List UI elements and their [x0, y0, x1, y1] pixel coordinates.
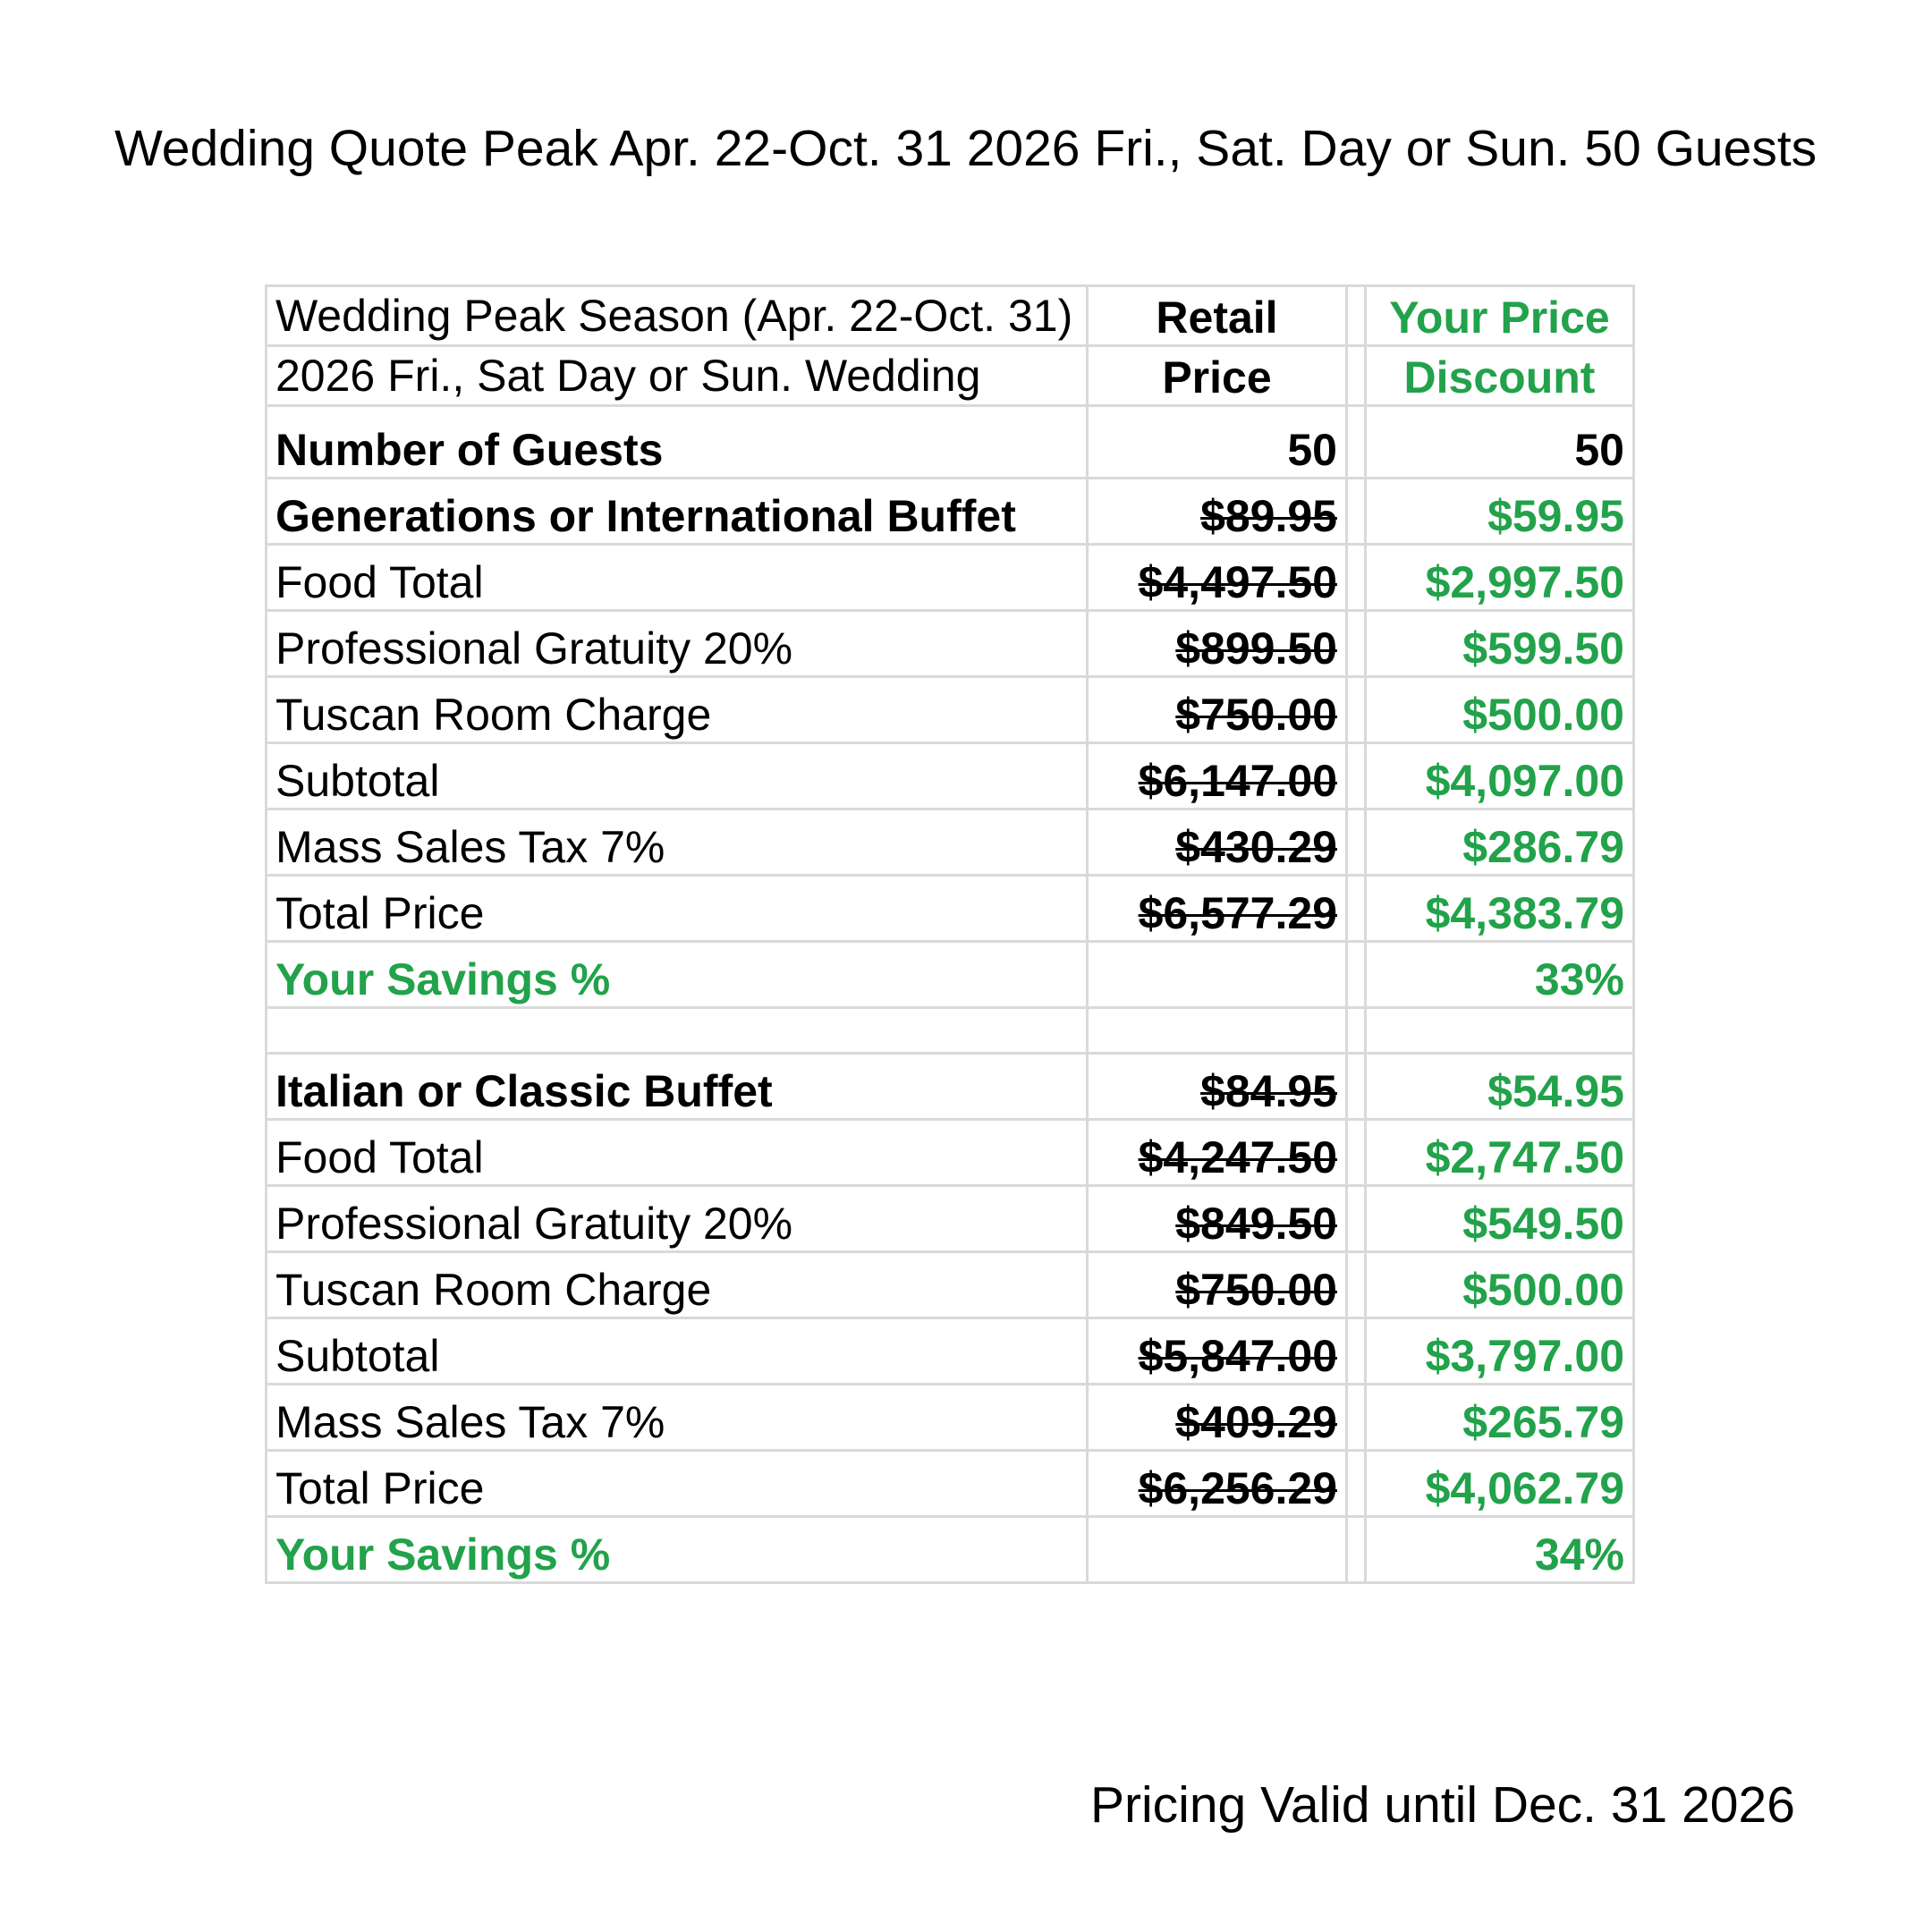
row-your-price: $4,383.79	[1366, 876, 1634, 942]
spacer-cell	[1347, 1318, 1366, 1385]
spacer-cell	[1347, 479, 1366, 545]
row-your-price: $286.79	[1366, 809, 1634, 876]
spacer-cell	[1347, 677, 1366, 743]
guests-retail: 50	[1088, 406, 1347, 479]
row-retail-price: $899.50	[1088, 611, 1347, 677]
table-row	[267, 545, 1634, 611]
header-your-price-label: Your Price	[1366, 286, 1634, 346]
spacer-cell	[1347, 1186, 1366, 1252]
row-label: Professional Gratuity 20%	[267, 1186, 1088, 1252]
empty-cell	[1088, 1517, 1347, 1583]
row-label: Total Price	[267, 876, 1088, 942]
header-season-label: Wedding Peak Season (Apr. 22-Oct. 31)	[267, 286, 1088, 346]
row-retail-price: $4,247.50	[1088, 1120, 1347, 1186]
row-your-price: $4,097.00	[1366, 743, 1634, 809]
spacer-cell	[1347, 942, 1366, 1008]
row-label: Professional Gratuity 20%	[267, 611, 1088, 677]
row-retail-price: $430.29	[1088, 809, 1347, 876]
table-row	[267, 1318, 1634, 1385]
savings-row	[267, 1517, 1634, 1583]
row-label: Mass Sales Tax 7%	[267, 1385, 1088, 1451]
spacer-cell	[1347, 743, 1366, 809]
guests-label: Number of Guests	[267, 406, 1088, 479]
table-row	[267, 809, 1634, 876]
table-row	[267, 677, 1634, 743]
row-retail-price: $750.00	[1088, 1252, 1347, 1318]
quote-table	[265, 284, 1635, 1584]
row-retail-price: $4,497.50	[1088, 545, 1347, 611]
row-retail-price: $5,847.00	[1088, 1318, 1347, 1385]
header-discount-label: Discount	[1366, 346, 1634, 406]
spacer-cell	[1347, 611, 1366, 677]
package-retail-price: $89.95	[1088, 479, 1347, 545]
spacer-cell	[1347, 1054, 1366, 1120]
row-label: Tuscan Room Charge	[267, 677, 1088, 743]
empty-cell	[1088, 1008, 1347, 1054]
header-row-2	[267, 346, 1634, 406]
table-row	[267, 876, 1634, 942]
header-row-1	[267, 286, 1634, 346]
row-retail-price: $849.50	[1088, 1186, 1347, 1252]
row-your-price: $549.50	[1366, 1186, 1634, 1252]
row-label: Food Total	[267, 1120, 1088, 1186]
spacer-cell	[1347, 1517, 1366, 1583]
package-your-price: $54.95	[1366, 1054, 1634, 1120]
row-label: Subtotal	[267, 1318, 1088, 1385]
package-your-price: $59.95	[1366, 479, 1634, 545]
spacer-cell	[1347, 1120, 1366, 1186]
package-label: Italian or Classic Buffet	[267, 1054, 1088, 1120]
savings-label: Your Savings %	[267, 942, 1088, 1008]
spacer-cell	[1347, 406, 1366, 479]
row-your-price: $500.00	[1366, 677, 1634, 743]
header-wedding-days-label: 2026 Fri., Sat Day or Sun. Wedding	[267, 346, 1088, 406]
table-row	[267, 1451, 1634, 1517]
spacer-cell	[1347, 545, 1366, 611]
row-retail-price: $6,256.29	[1088, 1451, 1347, 1517]
empty-cell	[267, 1008, 1088, 1054]
table-row	[267, 1186, 1634, 1252]
table-row	[267, 743, 1634, 809]
package-row	[267, 479, 1634, 545]
blank-row	[267, 1008, 1634, 1054]
row-label: Mass Sales Tax 7%	[267, 809, 1088, 876]
spacer-cell	[1347, 1385, 1366, 1451]
row-your-price: $599.50	[1366, 611, 1634, 677]
guests-price: 50	[1366, 406, 1634, 479]
row-your-price: $4,062.79	[1366, 1451, 1634, 1517]
header-retail-label: Retail	[1088, 286, 1347, 346]
row-your-price: $265.79	[1366, 1385, 1634, 1451]
spacer-cell	[1347, 346, 1366, 406]
package-row	[267, 1054, 1634, 1120]
guests-row	[267, 406, 1634, 479]
table-row	[267, 611, 1634, 677]
savings-label: Your Savings %	[267, 1517, 1088, 1583]
row-label: Subtotal	[267, 743, 1088, 809]
empty-cell	[1088, 942, 1347, 1008]
page-title: Wedding Quote Peak Apr. 22-Oct. 31 2026 Fri., Sat. Day or Sun. 50 Guests	[114, 120, 1818, 177]
row-retail-price: $6,147.00	[1088, 743, 1347, 809]
pricing-valid-note: Pricing Valid until Dec. 31 2026	[1090, 1776, 1795, 1834]
row-retail-price: $750.00	[1088, 677, 1347, 743]
package-label: Generations or International Buffet	[267, 479, 1088, 545]
table-row	[267, 1252, 1634, 1318]
table-row	[267, 1385, 1634, 1451]
savings-row	[267, 942, 1634, 1008]
spacer-cell	[1347, 1008, 1366, 1054]
spacer-cell	[1347, 286, 1366, 346]
row-your-price: $3,797.00	[1366, 1318, 1634, 1385]
header-price-label: Price	[1088, 346, 1347, 406]
row-retail-price: $6,577.29	[1088, 876, 1347, 942]
savings-percent: 33%	[1366, 942, 1634, 1008]
row-your-price: $500.00	[1366, 1252, 1634, 1318]
spacer-cell	[1347, 1252, 1366, 1318]
spacer-cell	[1347, 876, 1366, 942]
spacer-cell	[1347, 809, 1366, 876]
empty-cell	[1366, 1008, 1634, 1054]
row-label: Food Total	[267, 545, 1088, 611]
package-retail-price: $84.95	[1088, 1054, 1347, 1120]
row-label: Total Price	[267, 1451, 1088, 1517]
row-label: Tuscan Room Charge	[267, 1252, 1088, 1318]
row-your-price: $2,997.50	[1366, 545, 1634, 611]
row-retail-price: $409.29	[1088, 1385, 1347, 1451]
spacer-cell	[1347, 1451, 1366, 1517]
row-your-price: $2,747.50	[1366, 1120, 1634, 1186]
savings-percent: 34%	[1366, 1517, 1634, 1583]
table-row	[267, 1120, 1634, 1186]
